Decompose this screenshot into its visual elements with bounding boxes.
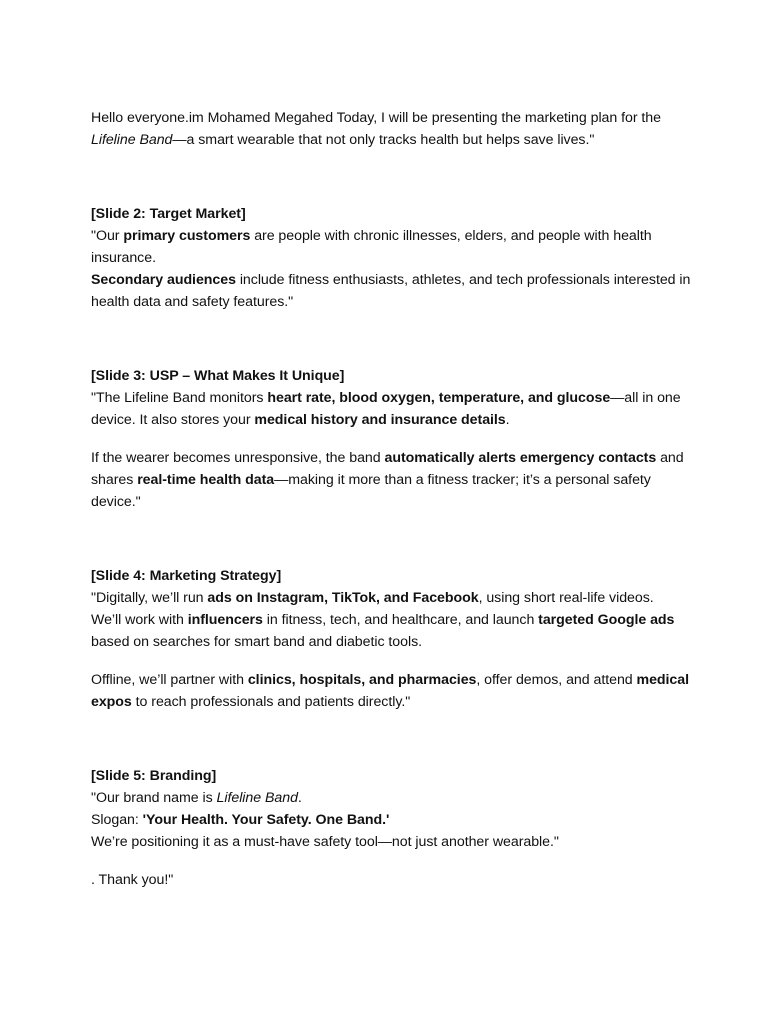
slide4-heading [91,565,691,587]
slide2-paragraph-1 [91,225,691,269]
text-run: We’ll work with [91,612,188,628]
slide4-heading-text: [Slide 4: Marketing Strategy] [91,568,282,584]
text-run: "Our [91,228,124,244]
section-spacer [91,151,691,203]
intro-text: Hello everyone.im Mohamed Megahed Today, I will be presenting the marketing plan for the [91,110,661,126]
slide5-line-2 [91,809,691,831]
intro-text-end: —a smart wearable that not only tracks health but helps save lives." [172,132,595,148]
text-run: in fitness, tech, and healthcare, and launch [262,612,539,628]
intro-paragraph [91,107,691,151]
bold-run: influencers [187,612,263,628]
slide5-line-1 [91,787,691,809]
closing-text: . Thank you!" [91,872,174,888]
text-run: are people with chronic illnesses, elders, and people with health insurance. [91,228,652,266]
bold-run: medical expos [91,672,690,710]
bold-run: medical history and insurance details [254,412,506,428]
text-run: We’re positioning it as a must-have safety tool—not just another wearable." [91,834,559,850]
paragraph-spacer [91,853,691,869]
bold-run: heart rate, blood oxygen, temperature, and glucose [267,390,611,406]
slide3-heading-text: [Slide 3: USP – What Makes It Unique] [91,368,345,384]
text-run: , offer demos, and attend [476,672,637,688]
bold-run: targeted Google ads [538,612,675,628]
slide4-paragraph-1 [91,587,691,609]
section-spacer [91,313,691,365]
section-spacer [91,713,691,765]
slide3-paragraph-2 [91,447,691,513]
text-run: —making it more than a fitness tracker; it’s a personal safety device." [91,472,651,510]
text-run: based on searches for smart band and diabetic tools. [91,634,423,650]
bold-run: ads on Instagram, TikTok, and Facebook [207,590,479,606]
document-body [91,107,691,891]
slide5-heading [91,765,691,787]
text-run: include fitness enthusiasts, athletes, and tech professionals interested in health data and safety features." [91,272,691,310]
slide2-heading [91,203,691,225]
slide3-heading [91,365,691,387]
slide5-heading-text: [Slide 5: Branding] [91,768,217,784]
section-spacer [91,513,691,565]
slide4-paragraph-2 [91,609,691,653]
text-run: "Digitally, we’ll run [91,590,208,606]
slogan-bold: 'Your Health. Your Safety. One Band.' [142,812,390,828]
text-run: —all in one device. It also stores your [91,390,681,428]
bold-run: real-time health data [137,472,275,488]
bold-run: primary customers [123,228,251,244]
text-run: Slogan: [91,812,143,828]
text-run: to reach professionals and patients directly." [131,694,411,710]
slide2-paragraph-2 [91,269,691,313]
slide5-line-3 [91,831,691,853]
text-run: "Our brand name is [91,790,217,806]
closing-line [91,869,691,891]
text-run: and shares [91,450,684,488]
paragraph-spacer [91,431,691,447]
bold-run: Secondary audiences [91,272,236,288]
text-run: If the wearer becomes unresponsive, the band [91,450,385,466]
bold-run: automatically alerts emergency contacts [384,450,657,466]
text-run: . [505,412,510,428]
slide2-heading-text: [Slide 2: Target Market] [91,206,246,222]
product-name-italic: Lifeline Band [91,132,173,148]
text-run: , using short real-life videos. [478,590,654,606]
text-run: . [297,790,302,806]
text-run: Offline, we’ll partner with [91,672,248,688]
text-run: "The Lifeline Band monitors [91,390,268,406]
italic-run: Lifeline Band [216,790,298,806]
slide4-paragraph-3 [91,669,691,713]
slide3-paragraph-1 [91,387,691,431]
bold-run: clinics, hospitals, and pharmacies [247,672,477,688]
paragraph-spacer [91,653,691,669]
